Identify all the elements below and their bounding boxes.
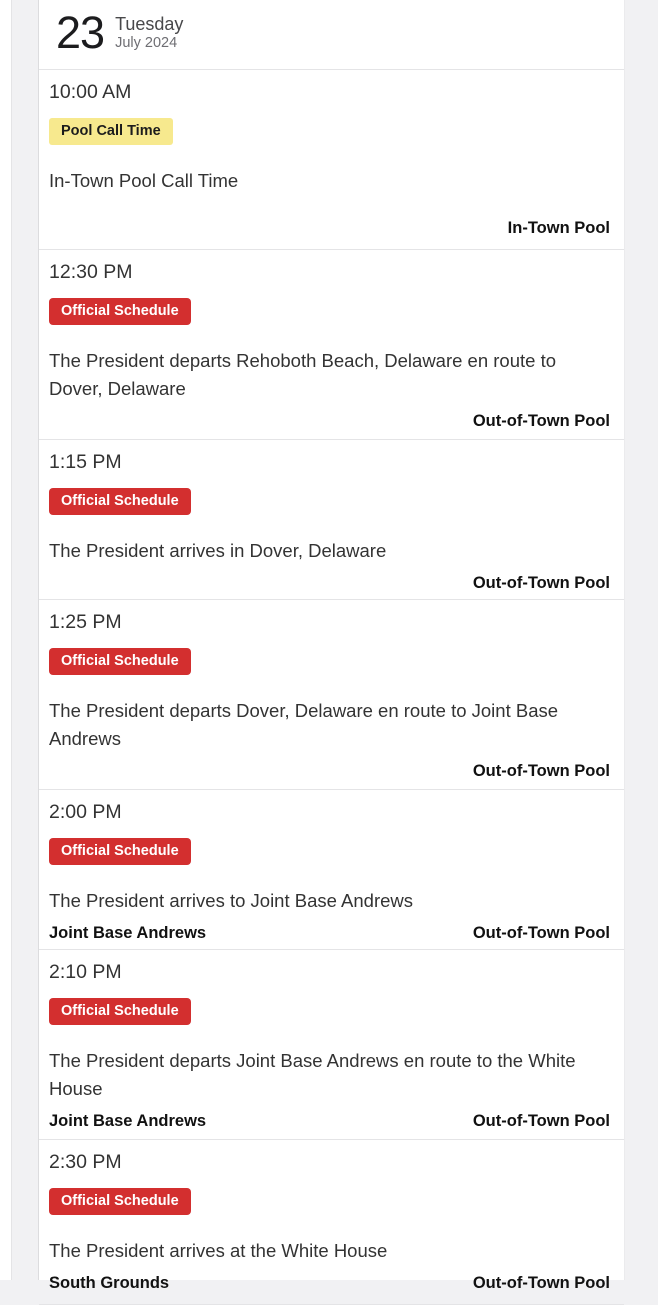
event-type-badge: Official Schedule bbox=[49, 648, 191, 675]
date-day-number: 23 bbox=[56, 7, 105, 58]
event-card bbox=[39, 70, 624, 250]
event-meta bbox=[49, 1111, 610, 1132]
event-card bbox=[39, 440, 624, 600]
date-month-year: July 2024 bbox=[115, 35, 178, 51]
event-type-badge: Official Schedule bbox=[49, 488, 191, 515]
badge-row bbox=[49, 118, 610, 145]
event-time: 1:25 PM bbox=[49, 611, 122, 633]
event-meta bbox=[49, 923, 610, 944]
event-meta bbox=[49, 761, 610, 782]
event-pool-label: Out-of-Town Pool bbox=[472, 1274, 610, 1292]
date-weekday: Tuesday bbox=[115, 14, 184, 34]
event-card bbox=[39, 790, 624, 950]
badge-row bbox=[49, 1188, 610, 1215]
event-title: The President arrives to Joint Base Andrews bbox=[49, 890, 414, 911]
event-title: The President departs Joint Base Andrews en route to the White House bbox=[49, 1050, 576, 1099]
date-header bbox=[39, 0, 624, 70]
event-location: Joint Base Andrews bbox=[49, 924, 207, 942]
event-pool-label: Out-of-Town Pool bbox=[472, 924, 610, 942]
badge-row bbox=[49, 838, 610, 865]
date-stack bbox=[115, 6, 183, 52]
event-type-badge: Official Schedule bbox=[49, 298, 191, 325]
event-time: 2:10 PM bbox=[49, 961, 122, 983]
event-meta bbox=[49, 218, 610, 239]
event-type-badge: Official Schedule bbox=[49, 998, 191, 1025]
event-meta bbox=[49, 573, 610, 594]
event-meta bbox=[49, 1273, 610, 1294]
event-type-badge: Official Schedule bbox=[49, 838, 191, 865]
event-location: Joint Base Andrews bbox=[49, 1112, 207, 1130]
event-time: 1:15 PM bbox=[49, 451, 122, 473]
event-title: In-Town Pool Call Time bbox=[49, 170, 239, 191]
event-card bbox=[39, 1140, 624, 1305]
event-location: South Grounds bbox=[49, 1274, 170, 1292]
event-title: The President arrives in Dover, Delaware bbox=[49, 540, 387, 561]
event-pool-label: Out-of-Town Pool bbox=[472, 762, 610, 780]
event-time: 10:00 AM bbox=[49, 81, 132, 103]
badge-row bbox=[49, 648, 610, 675]
event-card bbox=[39, 250, 624, 440]
event-title: The President departs Dover, Delaware en route to Joint Base Andrews bbox=[49, 700, 559, 749]
event-type-badge: Pool Call Time bbox=[49, 118, 173, 145]
schedule-card bbox=[38, 0, 625, 1292]
event-pool-label: Out-of-Town Pool bbox=[472, 412, 610, 430]
badge-row bbox=[49, 998, 610, 1025]
event-time: 12:30 PM bbox=[49, 261, 133, 283]
event-title: The President departs Rehoboth Beach, Delaware en route to Dover, Delaware bbox=[49, 350, 557, 399]
event-pool-label: In-Town Pool bbox=[507, 219, 610, 237]
event-card bbox=[39, 600, 624, 790]
event-card bbox=[39, 950, 624, 1140]
event-time: 2:00 PM bbox=[49, 801, 122, 823]
event-type-badge: Official Schedule bbox=[49, 1188, 191, 1215]
page-left-gutter bbox=[0, 0, 12, 1280]
event-time: 2:30 PM bbox=[49, 1151, 122, 1173]
event-pool-label: Out-of-Town Pool bbox=[472, 574, 610, 592]
event-meta bbox=[49, 411, 610, 432]
event-pool-label: Out-of-Town Pool bbox=[472, 1112, 610, 1130]
badge-row bbox=[49, 298, 610, 325]
event-title: The President arrives at the White House bbox=[49, 1240, 388, 1261]
badge-row bbox=[49, 488, 610, 515]
